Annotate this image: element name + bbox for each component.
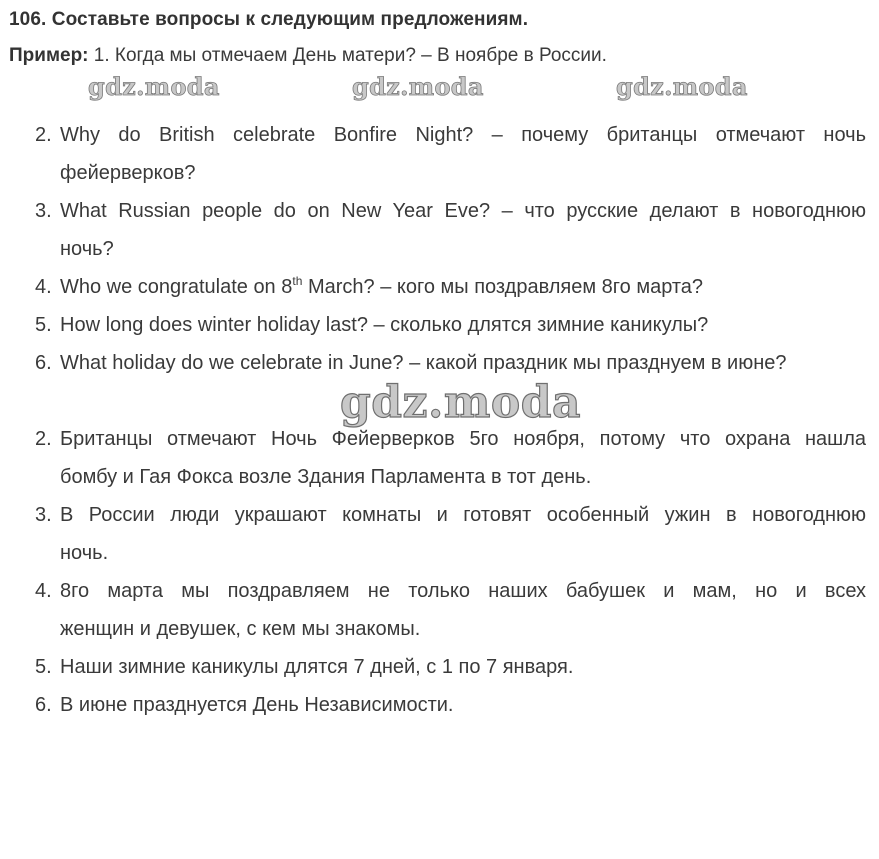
question-text: How long does winter holiday last? – сколько длятся зимние каникулы? [60,314,709,336]
watermark-logo-large: gdz.moda [340,377,582,428]
question-item [35,192,866,268]
watermark-logo: gdz.moda [616,72,748,101]
answer-item [35,420,866,496]
question-text: Who we congratulate on 8 [60,276,293,298]
item-number: 2. [35,124,52,146]
answer-text: В июне празднуется День Независимости. [60,694,454,716]
answer-text-line: Британцы отмечают Ночь Фейерверков 5го ноября, потому что охрана нашла [60,428,866,450]
answer-text-line: ночь. [60,542,109,564]
answer-item [35,648,866,686]
question-text-line: What Russian people do on New Year Eve? – что русские делают в новогоднюю [60,200,866,222]
answer-text-line: В России люди украшают комнаты и готовят особенный ужин в новогоднюю [60,504,866,526]
answer-text-line: бомбу и Гая Фокса возле Здания Парламента в тот день. [60,466,592,488]
item-number: 6. [35,352,52,374]
item-number: 5. [35,656,52,678]
answer-text: Наши зимние каникулы длятся 7 дней, с 1 по 7 января. [60,656,574,678]
item-number: 2. [35,428,52,450]
question-text-line: фейерверков? [60,162,196,184]
question-item [35,116,866,192]
item-number: 5. [35,314,52,336]
example-line [9,45,607,67]
watermark-logo: gdz.moda [352,72,484,101]
question-text: What holiday do we celebrate in June? – какой праздник мы празднуем в июне? [60,352,787,374]
item-number: 4. [35,276,52,298]
item-number: 6. [35,694,52,716]
answer-item [35,496,866,572]
item-number: 3. [35,200,52,222]
question-text: March? – кого мы поздравляем 8го марта? [302,276,704,298]
question-item [35,268,866,306]
watermark-logo: gdz.moda [88,72,220,101]
answer-item [35,686,866,724]
question-item [35,306,866,344]
questions-list [35,116,866,382]
example-label: Пример: [9,45,89,66]
task-title: 106. Составьте вопросы к следующим предложениям. [9,9,529,30]
answer-text-line: 8го марта мы поздравляем не только наших бабушек и мам, но и всех [60,580,866,602]
item-number: 4. [35,580,52,602]
question-text-line: Why do British celebrate Bonfire Night? – почему британцы отмечают ночь [60,124,866,146]
example-text: 1. Когда мы отмечаем День матери? – В ноябре в России. [93,45,607,66]
answer-text-line: женщин и девушек, с кем мы знакомы. [60,618,421,640]
answers-list [35,420,866,724]
answer-item [35,572,866,648]
ordinal-suffix: th [292,274,303,288]
item-number: 3. [35,504,52,526]
question-text-line: ночь? [60,238,114,260]
